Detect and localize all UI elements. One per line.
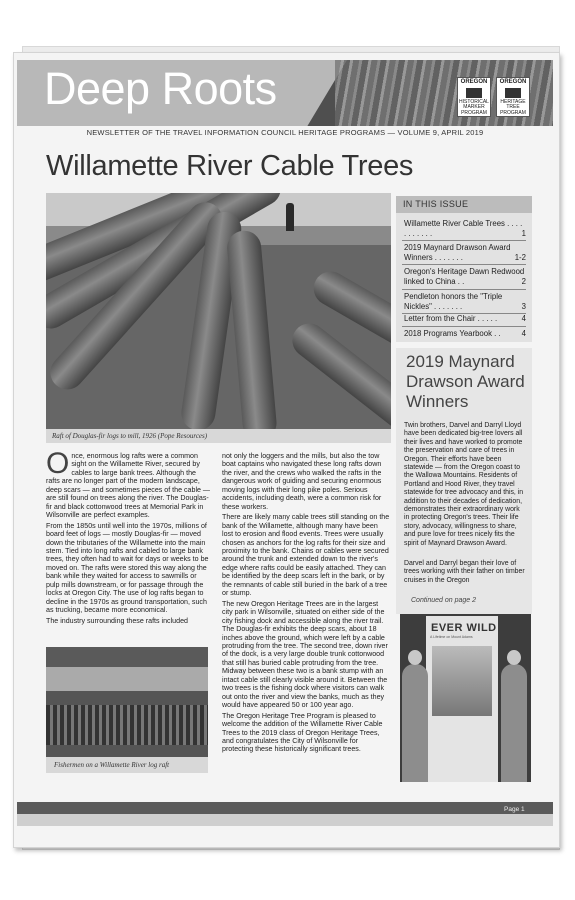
- logo-state: OREGON: [499, 79, 527, 85]
- issue-item-page: 4: [521, 314, 526, 323]
- divider: [402, 264, 526, 265]
- issue-item-page: 3: [521, 301, 526, 311]
- book-banner: [426, 616, 498, 782]
- award-winners-photo: [400, 614, 531, 782]
- fishermen-photo: [46, 647, 208, 757]
- logo-line: MARKER: [463, 104, 485, 110]
- tree-icon: [505, 88, 521, 98]
- issue-item[interactable]: [404, 292, 526, 311]
- divider: [402, 289, 526, 290]
- logger-figure: [286, 203, 294, 231]
- issue-item[interactable]: [404, 314, 526, 324]
- logo-line: HERITAGE: [500, 98, 526, 105]
- lower-photo-caption: Fishermen on a Willamette River log raft: [46, 757, 208, 773]
- issue-item-page: 4: [521, 329, 526, 338]
- page-number: Page 1: [504, 806, 525, 813]
- logo-line: HISTORICAL: [459, 98, 489, 105]
- issue-item[interactable]: [404, 267, 526, 286]
- logo-line: PROGRAM: [461, 109, 487, 116]
- article-column-1: [46, 447, 211, 625]
- article-paragraph: not only the loggers and the mills, but also the tow boat captains who navigated these long rafts down the river, and the crews who walked the rafts in the dangerous work of guiding and securing enormous moving logs with their long pike poles. Serious accidents, including death, were a common risk for these workers.: [222, 452, 382, 511]
- issue-item-label: Letter from the Chair . . . . .: [404, 314, 498, 323]
- issue-item-page: 1: [521, 228, 526, 238]
- issue-item-page: 1-2: [514, 252, 526, 262]
- heritage-tree-logo: [496, 77, 530, 117]
- banner-title: EVER WILD: [431, 622, 497, 634]
- issue-item-label: Oregon's Heritage Dawn Redwood linked to China . .: [404, 267, 525, 286]
- continued-link[interactable]: Continued on page 2: [411, 597, 476, 604]
- article-column-2: [222, 452, 390, 754]
- person-figure: [501, 664, 527, 782]
- drop-cap: O: [46, 447, 70, 480]
- log-shape: [226, 229, 278, 429]
- sidebar-paragraph: Twin brothers, Darvel and Darryl Lloyd have been dedicated big-tree lovers all their lives and have worked to promote the preservation and care of trees in Oregon. Their efforts have been statewide — from the Oregon coast to the Wallowa Mountains. Residents of Portland and Hood River, they travel statewide for tree advocacy and this, in addition to their decades of dedication, demonstrates their extraordinary work in protecting Oregon's trees. Their life story, advocacy, willingness to share, and pure love for trees nicely fits the spirit of Maynard Drawson Award.: [404, 422, 524, 547]
- issue-item[interactable]: [404, 219, 526, 238]
- issue-item-label: 2018 Programs Yearbook . .: [404, 329, 501, 338]
- sidebar-paragraph: Darvel and Darryl began their love of trees working with their father on timber cruises in the Oregon: [404, 560, 525, 584]
- divider: [402, 240, 526, 241]
- person-figure: [402, 664, 428, 782]
- person-head: [408, 650, 422, 665]
- historical-marker-logo: [457, 77, 491, 117]
- issue-item-label: Willamette River Cable Trees . . . . . . . . . . .: [404, 219, 523, 238]
- logo-state: OREGON: [460, 79, 488, 85]
- article-paragraph: There are likely many cable trees still standing on the bank of the Willamette, although many have been lost to erosion and flood events. Trees were usually chosen as anchors for the log rafts for their size and proximity to the bank. Chains or cables were secured around the trunk and extended down to the river's edge where rafts could be easily attached. They can be identified by the deep scars left in the bark, or by the remnants of cable still buried in the bark of a tree or stump.: [222, 513, 390, 598]
- banner-subtitle: A Lifetime on Mount Adams: [430, 635, 473, 639]
- sidebar-title: 2019 Maynard Drawson Award Winners: [406, 352, 525, 411]
- log-raft-shape: [46, 705, 208, 745]
- issue-item[interactable]: [404, 243, 526, 262]
- person-head: [507, 650, 521, 665]
- article-paragraph: The industry surrounding these rafts included: [46, 616, 188, 625]
- footer-bar-light: [17, 814, 553, 826]
- oregon-map-icon: [466, 88, 482, 98]
- article-paragraph: From the 1850s until well into the 1970s, millions of board feet of logs — mostly Douglas-fir — moved down the tributaries of the Willamette into the main stem. Tied into long rafts and cabled to large bank trees, they often had to wait for days or weeks to be moved on. The rafts were stored this way along the bank while they waited for access to sawmills or pulp mills downstream, or for passage through the locks at Oregon City. The use of log rafts began to decline in the 1970s as ground transportation, such as trucking, became more economical.: [46, 521, 209, 615]
- article-paragraph: nce, enormous log rafts were a common sight on the Willamette River, secured by cables to large bank trees. Although the rafts are no longer part of the modern landscape, deep scars — and sometimes pieces of the cable — are still found on trees along the river. The Douglas-fir and black cottonwood trees at Memorial Park in Wilsonville are perfect examples.: [46, 452, 211, 520]
- issue-item[interactable]: [404, 329, 526, 339]
- issue-item-label: 2019 Maynard Drawson Award Winners . . . . . . .: [404, 243, 511, 262]
- issue-item-label: Pendleton honors the "Triple Nickles" . . . . . . .: [404, 292, 503, 311]
- article-paragraph: The Oregon Heritage Tree Program is pleased to welcome the addition of the Willamette River Cable Trees to the 2019 class of Oregon Heritage Trees, and congratulates the City of Wilsonville for protecting these historically significant trees.: [222, 711, 383, 754]
- main-photo-caption: Raft of Douglas-fir logs to mill, 1926 (Pope Resources): [46, 429, 391, 443]
- in-this-issue-heading: IN THIS ISSUE: [396, 196, 532, 213]
- article-paragraph: The new Oregon Heritage Trees are in the largest city park in Wilsonville, situated on either side of the city fishing dock and accessible along the river trail. The Douglas-fir exhibits the deep scars, about 18 inches above the ground, which were left by a cable protruding from the tree. The second tree, down river of the dock, is a very large double trunk cottonwood that still has buried cable protruding from the tree. Midway between these two is a bank stump with an intact cable still clearly visible around it. Between the two trees is the fishing dock where visitors can walk out onto the river and view the banks, much as they would have appeared 50 or 100 year ago.: [222, 599, 388, 710]
- banner-image: [432, 646, 492, 716]
- newsletter-title: Deep Roots: [44, 63, 277, 114]
- article-headline: Willamette River Cable Trees: [46, 150, 414, 182]
- log-raft-photo: [46, 193, 391, 429]
- logo-line: TREE: [506, 104, 520, 110]
- logo-line: PROGRAM: [500, 109, 526, 116]
- divider: [402, 326, 526, 327]
- footer-bar: [17, 802, 553, 814]
- issue-item-page: 2: [521, 276, 526, 286]
- newsletter-subtitle: NEWSLETTER OF THE TRAVEL INFORMATION COUNCIL HERITAGE PROGRAMS — VOLUME 9, APRIL 2019: [86, 128, 484, 137]
